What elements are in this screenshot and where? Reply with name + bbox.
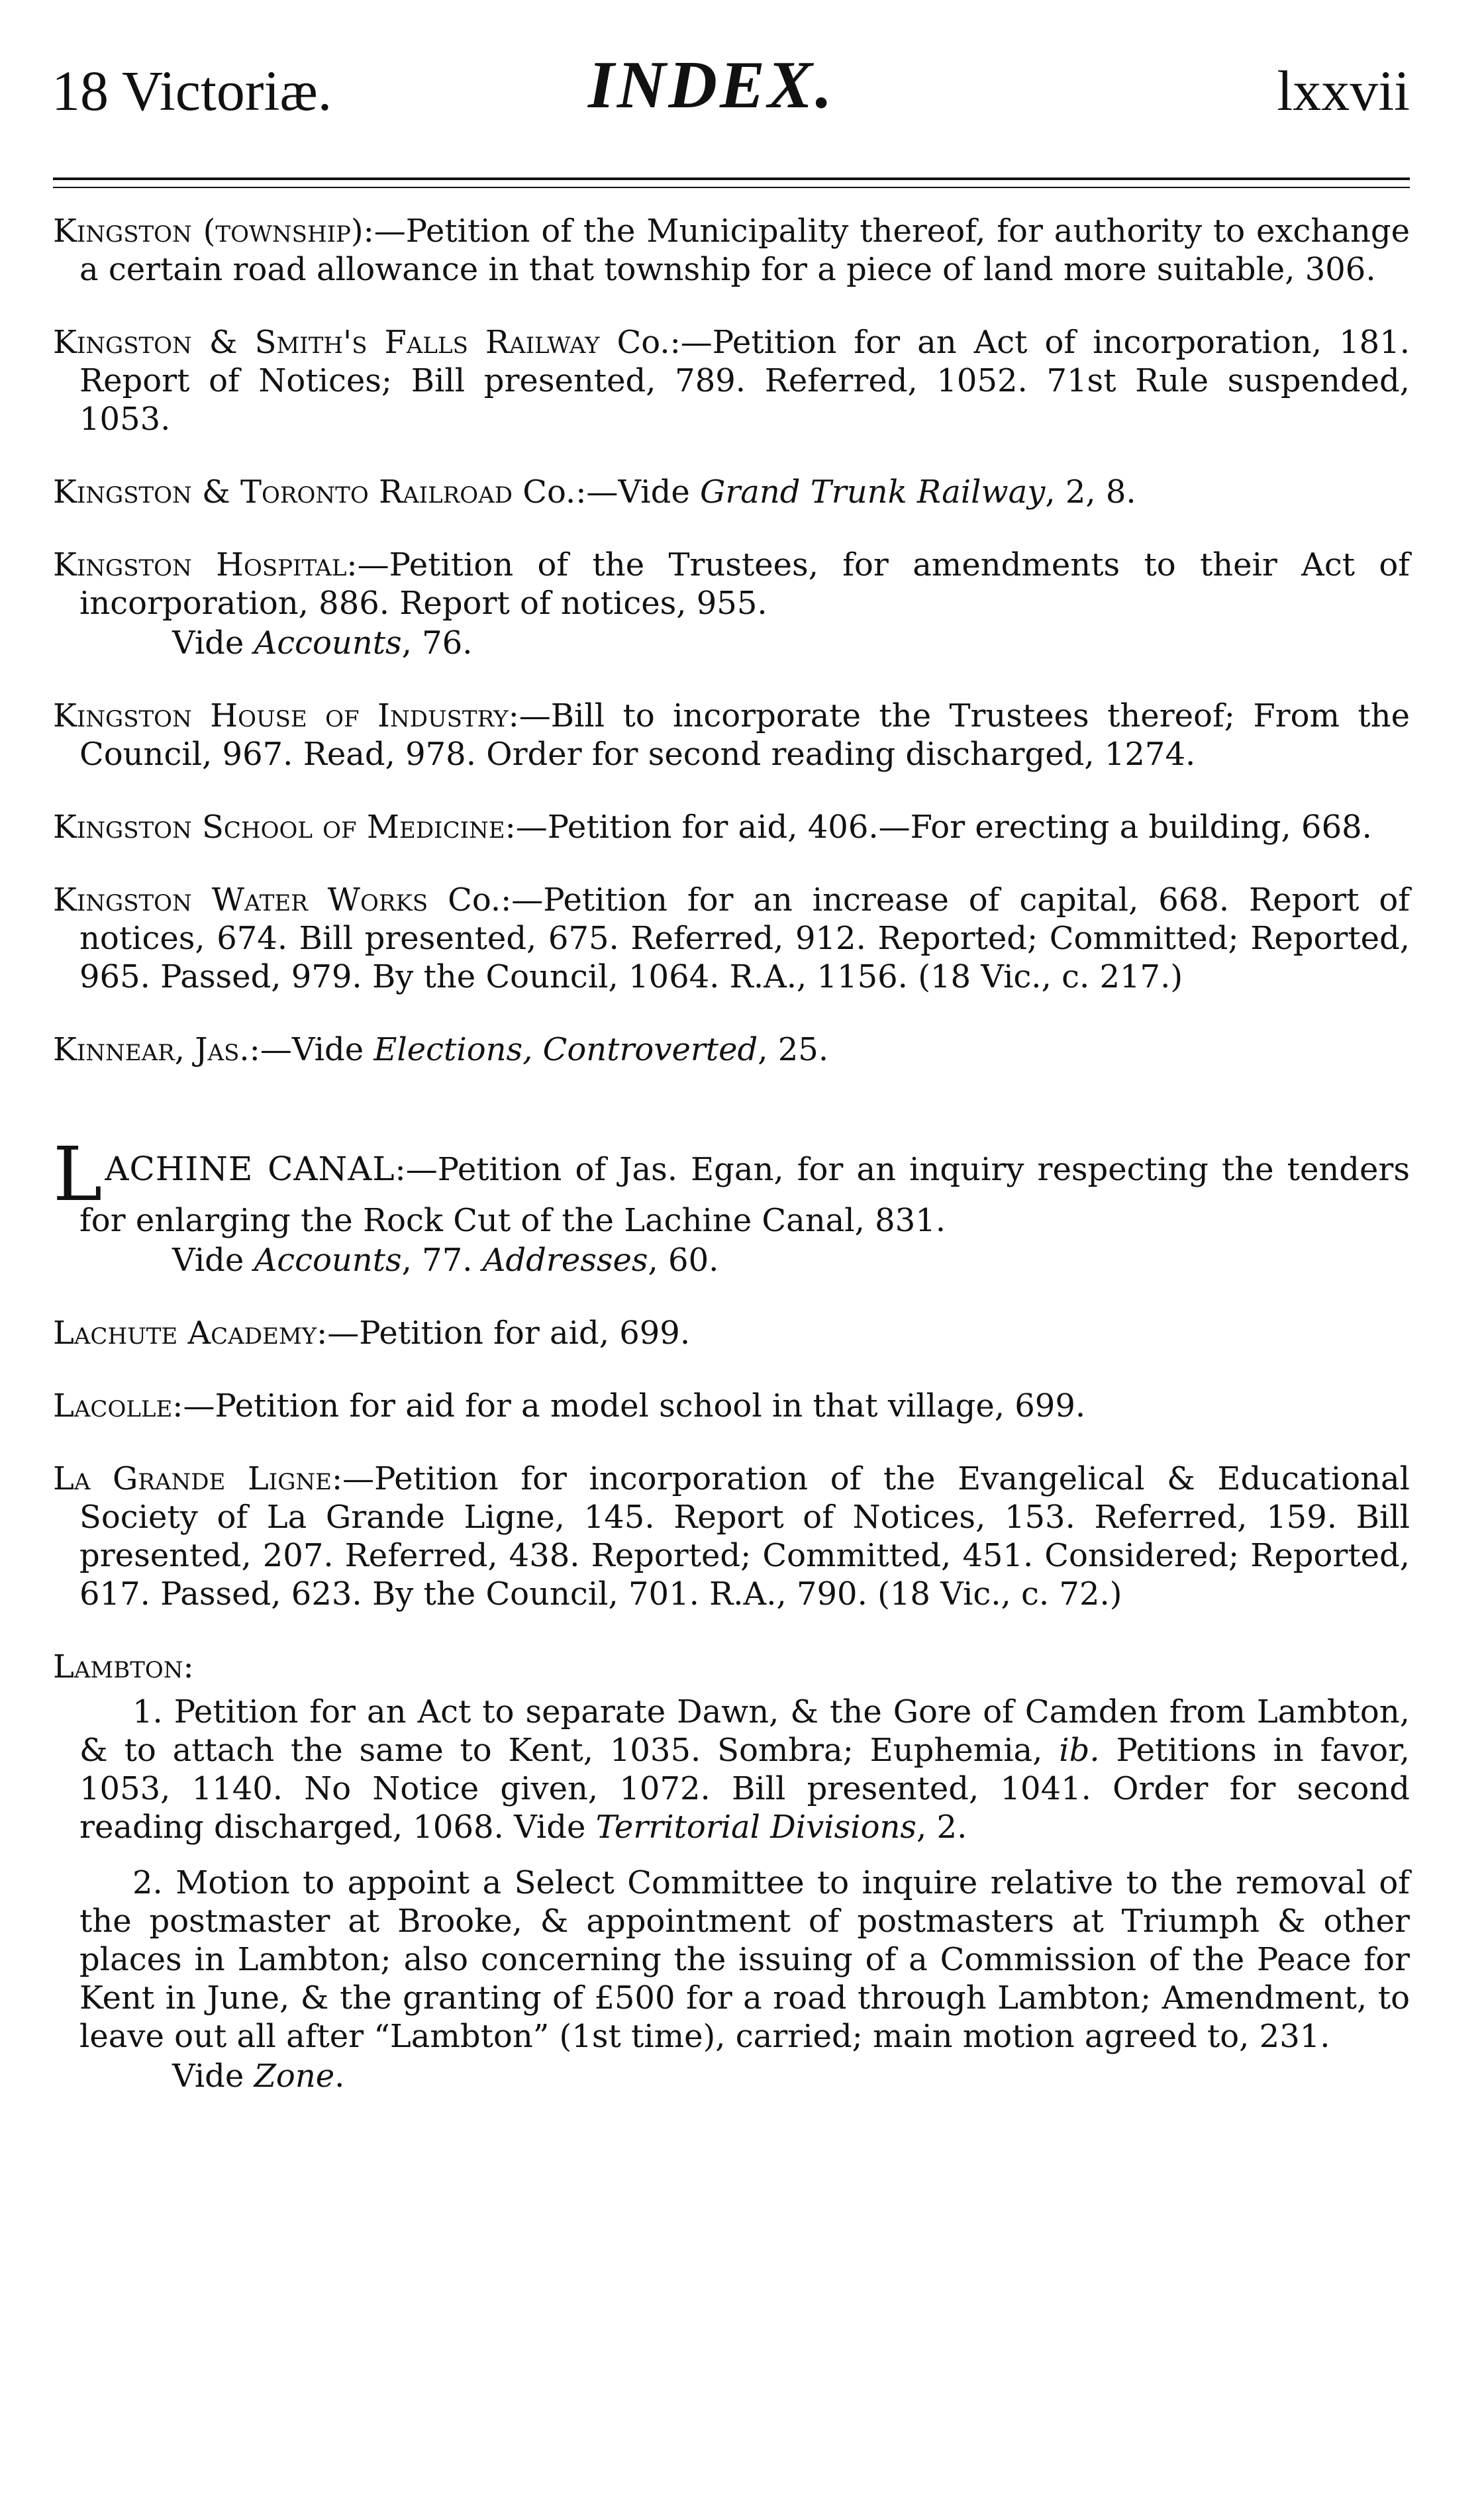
entry-heading: Kingston (township) [53,213,364,250]
entry-heading: Lacolle [53,1387,173,1425]
entry-heading: Kingston House of Industry [53,697,509,734]
vide-page: , 76. [401,625,473,662]
lambton-item-2 [53,1864,1410,2095]
index-entry-kingston-township [53,212,1410,289]
entry-heading-rest: Co. [428,881,501,919]
header-rule-thin [53,187,1410,188]
entry-text: :—Petition for incorporation of the Evangelical & Educational Society of La Grande Ligne, 145. Report of Notices, 153. Referred, 159. Bill presented, 207. Referred, 438. Reported; Committed, 451. Considered; Reported, 617. Passed, 623. By the Council, 701. R.A., 790. (18 Vic., c. 72.) [79,1460,1410,1613]
entry-text: :—Vide [575,474,700,511]
entry-heading: Kingston & Smith's Falls Railway [53,324,600,361]
vide-label: Vide [172,1242,254,1279]
header-page-number: lxxvii [1277,59,1410,123]
sub-entry-text: Petitions in favor, 1053, 1140. No Notice given, 1072. Bill presented, 1041. Order for second reading discharged, 1068. Vide [79,1732,1410,1846]
entry-heading-rest: Co. [512,474,576,511]
entry-heading: Kingston School of Medicine [53,809,505,846]
sub-entry-text: 2. Motion to appoint a Select Committee to inquire relative to the removal of the postmaster at Brooke, & appointment of postmasters at Triumph & other places in Lambton; also concerning the issuing of a Commission of the Peace for Kent in June, & the granting of £500 for a road through Lambton; Amendment, to leave out all after “Lambton” (1st time), carried; main motion agreed to, 231. [79,1864,1410,2055]
entry-text-end: , 2. [916,1809,967,1846]
entry-heading-rest: , Jas. [174,1031,250,1068]
entry-heading-colon: : [183,1648,194,1685]
vide-page: , 77. [401,1242,483,1279]
entry-heading: ACHINE CANAL [105,1150,395,1188]
index-entry-lachute-academy [53,1314,1410,1352]
vide-line [79,1241,1410,1279]
lambton-item-1 [53,1693,1410,1846]
vide-line [79,624,1410,662]
index-content [53,212,1410,2113]
entry-heading: La Grande Ligne [53,1460,332,1497]
cross-reference: Addresses [482,1242,648,1279]
entry-heading: Lambton [53,1648,183,1685]
cross-reference: Elections, Controverted [373,1031,758,1068]
cross-reference: Grand Trunk Railway [699,474,1046,511]
entry-text: :—Petition of the Municipality thereof, for authority to exchange a certain road allowance in that township for a piece of land more suitable, 306. [79,213,1410,288]
ibid-reference: ib. [1059,1732,1100,1769]
entry-heading: Kingston & Toronto Railroad [53,474,513,511]
vide-page: , 60. [648,1242,719,1279]
index-entry-kingston-school-of-medicine [53,808,1410,846]
entry-heading: Kinnear [53,1031,175,1068]
entry-text: :—Petition for aid for a model school in that village, 699. [172,1387,1086,1425]
vide-page: . [334,2058,345,2095]
entry-heading: Lachute Academy [53,1315,317,1352]
entry-text: :—Petition for aid, 699. [317,1315,691,1352]
index-entry-lachine-canal [53,1132,1410,1279]
entry-text: :—Petition for an increase of capital, 668. Report of notices, 674. Bill presented, 675. Referred, 912. Reported; Committed; Reported, 965. Passed, 979. By the Council, 1064. R.A., 1156. (18 Vic., c. 217.) [79,881,1410,995]
index-entry-la-grande-ligne [53,1460,1410,1613]
entry-text: :—Bill to incorporate the Trustees thereof; From the Council, 967. Read, 978. Order for second reading discharged, 1274. [79,697,1410,773]
entry-text: :—Petition of Jas. Egan, for an inquiry respecting the tenders for enlarging the Rock Cut of the Lachine Canal, 831. [79,1151,1410,1239]
entry-text-end: , 25. [758,1031,829,1068]
entry-heading: Kingston Hospital [53,546,347,583]
vide-line [79,2057,1410,2095]
header-rule-thick [53,177,1410,180]
index-entry-kingston-water-works [53,881,1410,996]
index-entry-kingston-toronto-railroad [53,473,1410,511]
sub-entry-text: 1. Petition for an Act to separate Dawn, & the Gore of Camden from Lambton, & to attach the same to Kent, 1035. Sombra; Euphemia, [79,1693,1410,1769]
cross-reference: Accounts [254,1242,402,1279]
header-title: INDEX. [588,48,835,123]
entry-text: :—Petition of the Trustees, for amendments to their Act of incorporation, 886. Report of notices, 955. [79,546,1410,622]
entry-heading: Kingston Water Works [53,881,428,919]
index-entry-lacolle [53,1387,1410,1425]
entry-heading-rest: Co. [599,324,670,361]
index-entry-kingston-smiths-falls-railway [53,323,1410,438]
index-entry-kingston-hospital [53,546,1410,662]
header-session: 18 Victoriæ. [52,59,332,123]
index-entry-kinnear [53,1030,1410,1069]
entry-text: :—Petition for an Act of incorporation, 181. Report of Notices; Bill presented, 789. Referred, 1052. 71st Rule suspended, 1053. [79,324,1410,438]
index-entry-kingston-house-of-industry [53,697,1410,774]
cross-reference: Zone [254,2058,335,2095]
cross-reference: Accounts [254,625,402,662]
section-drop-cap: L [53,1132,103,1218]
vide-label: Vide [172,2058,254,2095]
entry-text: :—Petition for aid, 406.—For erecting a building, 668. [505,809,1372,846]
entry-text: :—Vide [249,1031,374,1068]
vide-label: Vide [172,625,254,662]
entry-text-end: , 2, 8. [1045,474,1136,511]
cross-reference: Territorial Divisions [595,1809,917,1846]
page-header [52,48,1410,139]
index-entry-lambton [53,1648,1410,1686]
